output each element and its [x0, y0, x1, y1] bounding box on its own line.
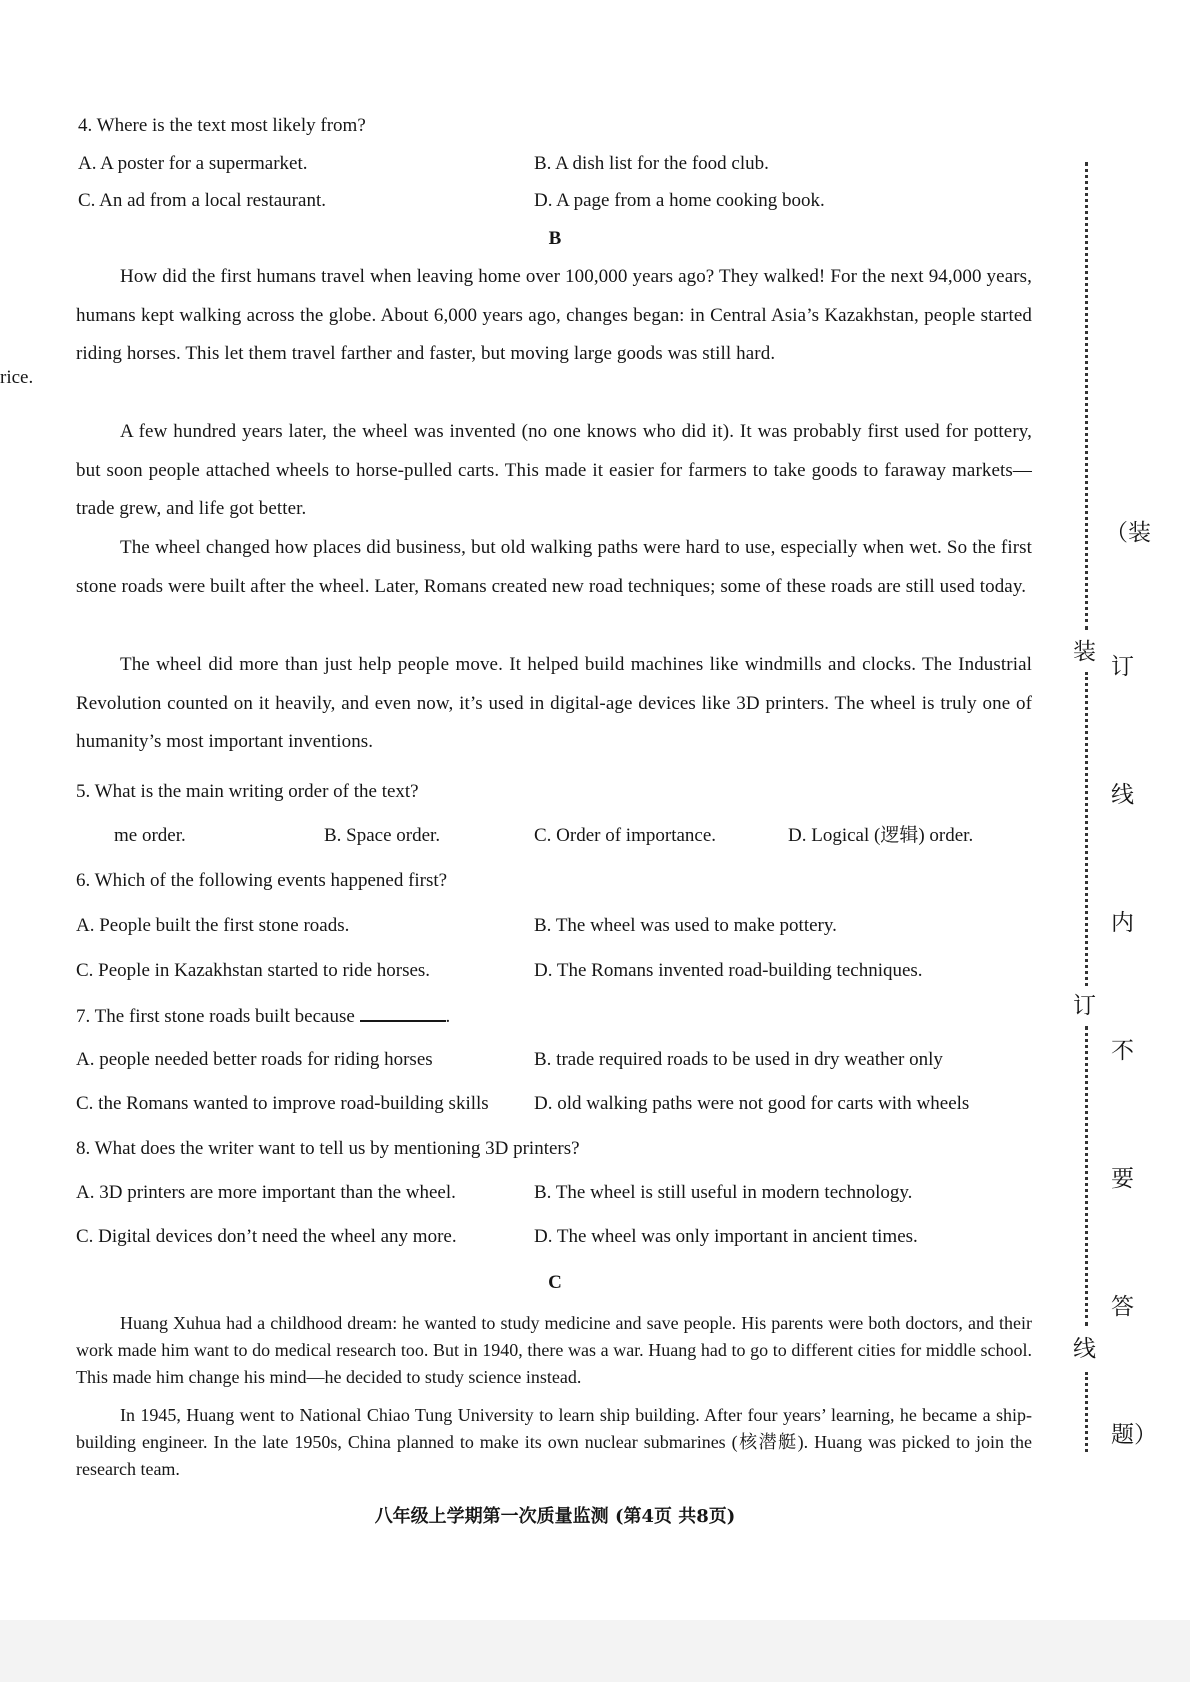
binding-dotted-line [1085, 1372, 1088, 1452]
page-footer: 八年级上学期第一次质量监测 (第4页 共8页) [374, 1506, 736, 1527]
passage-b-paragraph-2: A few hundred years later, the wheel was invented (no one knows who did it). It was probably first used for pottery, but soon people attached wheels to horse-pulled carts. This made it easier for farmers to take goods to faraway markets—trade grew, and life got better. [76, 421, 1032, 520]
q4-option-b: B. A dish list for the food club. [534, 153, 769, 174]
q8-option-c: C. Digital devices don’t need the wheel any more. [76, 1226, 457, 1247]
binding-dotted-line [1085, 672, 1088, 986]
q4-question: 4. Where is the text most likely from? [78, 115, 366, 136]
q7-question-suffix: . [445, 1006, 451, 1027]
binding-note-char: 题） [1111, 1422, 1157, 1448]
answer-blank [360, 1006, 446, 1022]
q7-option-b: B. trade required roads to be used in dry weather only [534, 1049, 943, 1070]
q7-question [76, 1006, 450, 1026]
passage-b-paragraph-3: The wheel changed how places did business, but old walking paths were hard to use, especially when wet. So the first stone roads were built after the wheel. Later, Romans created new road techniques; some of these roads are still used today. [76, 537, 1032, 597]
q6-option-b: B. The wheel was used to make pottery. [534, 915, 837, 936]
q8-option-d: D. The wheel was only important in ancient times. [534, 1226, 918, 1247]
binding-dotted-line [1085, 1026, 1088, 1326]
binding-note-char: 内 [1111, 910, 1134, 936]
margin-fragment: rice. [0, 367, 34, 388]
q4-option-c: C. An ad from a local restaurant. [78, 190, 326, 211]
binding-char: 线 [1073, 1336, 1096, 1362]
passage-c-heading: C [548, 1272, 562, 1293]
passage-b-paragraph-4: The wheel did more than just help people move. It helped build machines like windmills and clocks. The Industrial Revolution counted on it heavily, and even now, it’s used in digital-age devices like 3D printers. The wheel is truly one of humanity’s most important inventions. [76, 654, 1032, 753]
passage-c-paragraph-2: In 1945, Huang went to National Chiao Tung University to learn ship building. After four years’ learning, he became a ship-building engineer. In the late 1950s, China planned to make its own nuclear submarines (核潜艇). Huang was picked to join the research team. [76, 1405, 1032, 1479]
q5-option-a: me order. [114, 825, 186, 846]
binding-note-char: 订 [1111, 654, 1134, 680]
binding-note-char: （装 [1105, 520, 1151, 546]
binding-dotted-line [1085, 162, 1088, 630]
q8-question: 8. What does the writer want to tell us by mentioning 3D printers? [76, 1138, 580, 1159]
q6-option-d: D. The Romans invented road-building techniques. [534, 960, 923, 981]
binding-char: 订 [1073, 993, 1096, 1019]
q5-option-c: C. Order of importance. [534, 825, 717, 846]
q7-option-c: C. the Romans wanted to improve road-building skills [76, 1093, 489, 1114]
binding-note-char: 要 [1111, 1166, 1134, 1192]
q4-option-a: A. A poster for a supermarket. [78, 153, 308, 174]
scan-bottom-edge [0, 1620, 1190, 1682]
q8-option-b: B. The wheel is still useful in modern technology. [534, 1182, 913, 1203]
q8-option-a: A. 3D printers are more important than the wheel. [76, 1182, 456, 1203]
q6-option-c: C. People in Kazakhstan started to ride horses. [76, 960, 431, 981]
passage-c-paragraph-1: Huang Xuhua had a childhood dream: he wanted to study medicine and save people. His parents were both doctors, and their work made him want to do medical research too. But in 1940, there was a war. Huang had to go to different cities for middle school. This made him change his mind—he decided to study science instead. [76, 1313, 1032, 1387]
binding-note-char: 线 [1111, 782, 1134, 808]
binding-note-char: 不 [1111, 1038, 1134, 1064]
q5-question: 5. What is the main writing order of the text? [76, 781, 419, 802]
binding-char: 装 [1073, 639, 1096, 665]
q5-option-b: B. Space order. [324, 825, 441, 846]
q7-option-a: A. people needed better roads for riding horses [76, 1049, 433, 1070]
passage-b-heading: B [548, 228, 562, 249]
q6-option-a: A. People built the first stone roads. [76, 915, 350, 936]
q6-question: 6. Which of the following events happened first? [76, 870, 448, 891]
q5-option-d: D. Logical (逻辑) order. [788, 825, 974, 846]
q7-option-d: D. old walking paths were not good for carts with wheels [534, 1093, 970, 1114]
binding-note-char: 答 [1111, 1294, 1134, 1320]
q7-question-prefix: 7. The first stone roads built because [76, 1006, 355, 1027]
q4-option-d: D. A page from a home cooking book. [534, 190, 825, 211]
passage-b-paragraph-1: How did the first humans travel when leaving home over 100,000 years ago? They walked! For the next 94,000 years, humans kept walking across the globe. About 6,000 years ago, changes began: in Central Asia’s Kazakhstan, people started riding horses. This let them travel farther and faster, but moving large goods was still hard. [76, 266, 1032, 365]
